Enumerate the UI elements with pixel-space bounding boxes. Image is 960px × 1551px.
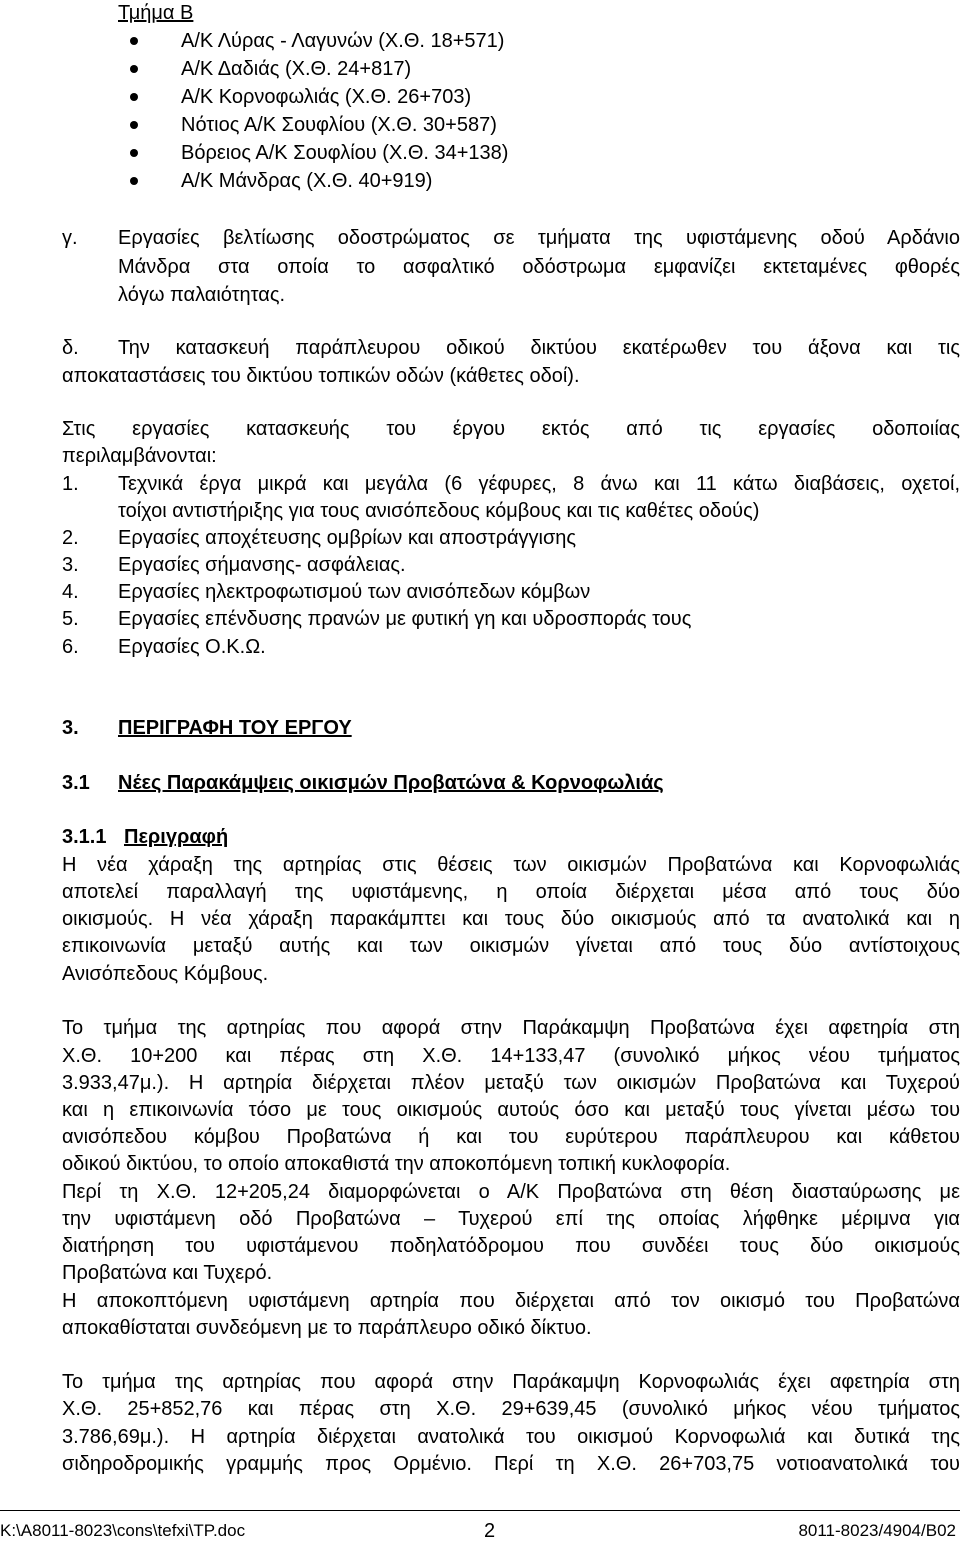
- paragraph-line: 3.786,69μ.). Η αρτηρία διέρχεται ανατολικά του οικισμού Κορνοφωλιά και δυτικά της: [62, 1426, 960, 1448]
- bullet-icon: [130, 37, 138, 45]
- paragraph-line: σιδηροδρομικής γραμμής προς Ορμένιο. Περί τη Χ.Θ. 26+703,75 νοτιοανατολικά του: [62, 1453, 960, 1475]
- bullet-icon: [130, 121, 138, 129]
- heading-text: Περιγραφή: [124, 826, 229, 848]
- paragraph-line: Η αποκοπτόμενη υφιστάμενη αρτηρία που διέρχεται από τον οικισμό του Προβατώνα: [62, 1290, 960, 1312]
- paragraph-line: 3.933,47μ.). Η αρτηρία διέρχεται πλέον μεταξύ των οικισμών Προβατώνα και Τυχερού: [62, 1072, 960, 1094]
- paragraph-line: Το τμήμα της αρτηρίας που αφορά στην Παράκαμψη Κορνοφωλιάς έχει αφετηρία στη: [62, 1371, 960, 1393]
- paragraph-line: Χ.Θ. 10+200 και πέρας στη Χ.Θ. 14+133,47 (συνολικό μήκος νέου τμήματος: [62, 1045, 960, 1067]
- bullet-icon: [130, 177, 138, 185]
- list-item-text: Εργασίες επένδυσης πρανών με φυτική γη και υδροσποράς τους: [118, 608, 692, 630]
- heading-text: ΠΕΡΙΓΡΑΦΗ ΤΟΥ ΕΡΓΟΥ: [118, 717, 352, 739]
- paragraph-line: αποκαθίσταται συνδεόμενη με το παράπλευρο οδικό δίκτυο.: [62, 1317, 592, 1339]
- footer-file-path: K:\A8011-8023\cons\tefxi\TP.doc: [0, 1521, 246, 1540]
- footer-document-code: 8011-8023/4904/B02: [798, 1521, 956, 1540]
- list-item-text: Βόρειος Α/Κ Σουφλίου (Χ.Θ. 34+138): [181, 142, 509, 164]
- list-item-text: Α/Κ Δαδιάς (Χ.Θ. 24+817): [181, 58, 412, 80]
- paragraph-line: οικισμούς. Η νέα χάραξη παρακάμπτει και τους δύο οικισμούς από τα ανατολικά και η: [62, 908, 960, 930]
- paragraph-line: λόγω παλαιότητας.: [118, 284, 286, 306]
- list-item-text: Νότιος Α/Κ Σουφλίου (Χ.Θ. 30+587): [181, 114, 497, 136]
- heading-number: 3.1.1: [62, 826, 107, 848]
- list-item-text: τοίχοι αντιστήριξης για τους ανισόπεδους κόμβους και τις καθέτες οδούς): [118, 500, 760, 522]
- item-marker: γ.: [62, 227, 78, 249]
- item-number: 6.: [62, 636, 79, 658]
- paragraph-line: Εργασίες βελτίωσης οδοστρώματος σε τμήματα της υφιστάμενης οδού Αρδάνιο: [118, 227, 960, 249]
- paragraph-line: ανισόπεδου κόμβου Προβατώνα ή και του ευρύτερου παράπλευρου και κάθετου: [62, 1126, 960, 1148]
- footer-page-number: 2: [484, 1520, 496, 1542]
- paragraph-line: Περί τη Χ.Θ. 12+205,24 διαμορφώνεται ο Α/Κ Προβατώνα στη θέση διασταύρωσης με: [62, 1181, 960, 1203]
- item-number: 3.: [62, 554, 79, 576]
- paragraph-line: Ανισόπεδους Κόμβους.: [62, 963, 269, 985]
- paragraph-line: Το τμήμα της αρτηρίας που αφορά στην Παράκαμψη Προβατώνα έχει αφετηρία στη: [62, 1017, 960, 1039]
- heading-text: Νέες Παρακάμψεις οικισμών Προβατώνα & Κορνοφωλιάς: [118, 772, 664, 794]
- footer-divider: [0, 1510, 960, 1511]
- paragraph-line: αποκαταστάσεις του δικτύου τοπικών οδών (κάθετες οδοί).: [62, 365, 580, 387]
- item-number: 2.: [62, 527, 79, 549]
- paragraph-line: την υφιστάμενη οδό Προβατώνα – Τυχερού επί της οποίας λήφθηκε μέριμνα για: [62, 1208, 960, 1230]
- paragraph-line: αποτελεί παραλλαγή της υφιστάμενης, η οποία διέρχεται μέσα από τους δύο: [62, 881, 960, 903]
- list-item-text: Α/Κ Λύρας - Λαγυνών (Χ.Θ. 18+571): [181, 30, 505, 52]
- bullet-icon: [130, 149, 138, 157]
- bullet-icon: [130, 93, 138, 101]
- section-b-title: Τμήμα Β: [118, 2, 194, 24]
- list-item-text: Α/Κ Μάνδρας (Χ.Θ. 40+919): [181, 170, 433, 192]
- list-item-text: Εργασίες αποχέτευσης ομβρίων και αποστράγγισης: [118, 527, 577, 549]
- paragraph-line: περιλαμβάνονται:: [62, 445, 217, 467]
- paragraph-line: διατήρηση του υφιστάμενου ποδηλατόδρομου που συνδέει τους δύο οικισμούς: [62, 1235, 960, 1257]
- paragraph-line: Στις εργασίες κατασκευής του έργου εκτός από τις εργασίες οδοποιίας: [62, 418, 960, 440]
- list-item-text: Εργασίες Ο.Κ.Ω.: [118, 636, 266, 658]
- heading-number: 3.: [62, 717, 79, 739]
- paragraph-line: Χ.Θ. 25+852,76 και πέρας στη Χ.Θ. 29+639,45 (συνολικό μήκος νέου τμήματος: [62, 1398, 960, 1420]
- item-number: 1.: [62, 473, 79, 495]
- paragraph-line: οδικού δικτύου, το οποίο αποκαθιστά την αποκοπόμενη τοπική κυκλοφορία.: [62, 1153, 731, 1175]
- paragraph-line: Την κατασκευή παράπλευρου οδικού δικτύου εκατέρωθεν του άξονα και τις: [118, 337, 960, 359]
- heading-number: 3.1: [62, 772, 90, 794]
- item-marker: δ.: [62, 337, 79, 359]
- item-number: 4.: [62, 581, 79, 603]
- paragraph-line: Μάνδρα στα οποία το ασφαλτικό οδόστρωμα εμφανίζει εκτεταμένες φθορές: [118, 256, 960, 278]
- item-number: 5.: [62, 608, 79, 630]
- paragraph-line: επικοινωνία μεταξύ αυτής και των οικισμών γίνεται από τους δύο αντίστοιχους: [62, 935, 960, 957]
- paragraph-line: Η νέα χάραξη της αρτηρίας στις θέσεις των οικισμών Προβατώνα και Κορνοφωλιάς: [62, 854, 960, 876]
- paragraph-line: και η επικοινωνία τόσο με τους οικισμούς αυτούς όσο και μεταξύ τους γίνεται μέσω του: [62, 1099, 960, 1121]
- list-item-text: Α/Κ Κορνοφωλιάς (Χ.Θ. 26+703): [181, 86, 472, 108]
- list-item-text: Εργασίες ηλεκτροφωτισμού των ανισόπεδων κόμβων: [118, 581, 591, 603]
- paragraph-line: Προβατώνα και Τυχερό.: [62, 1262, 273, 1284]
- bullet-icon: [130, 65, 138, 73]
- list-item-text: Τεχνικά έργα μικρά και μεγάλα (6 γέφυρες, 8 άνω και 11 κάτω διαβάσεις, οχετοί,: [118, 473, 960, 495]
- list-item-text: Εργασίες σήμανσης- ασφάλειας.: [118, 554, 406, 576]
